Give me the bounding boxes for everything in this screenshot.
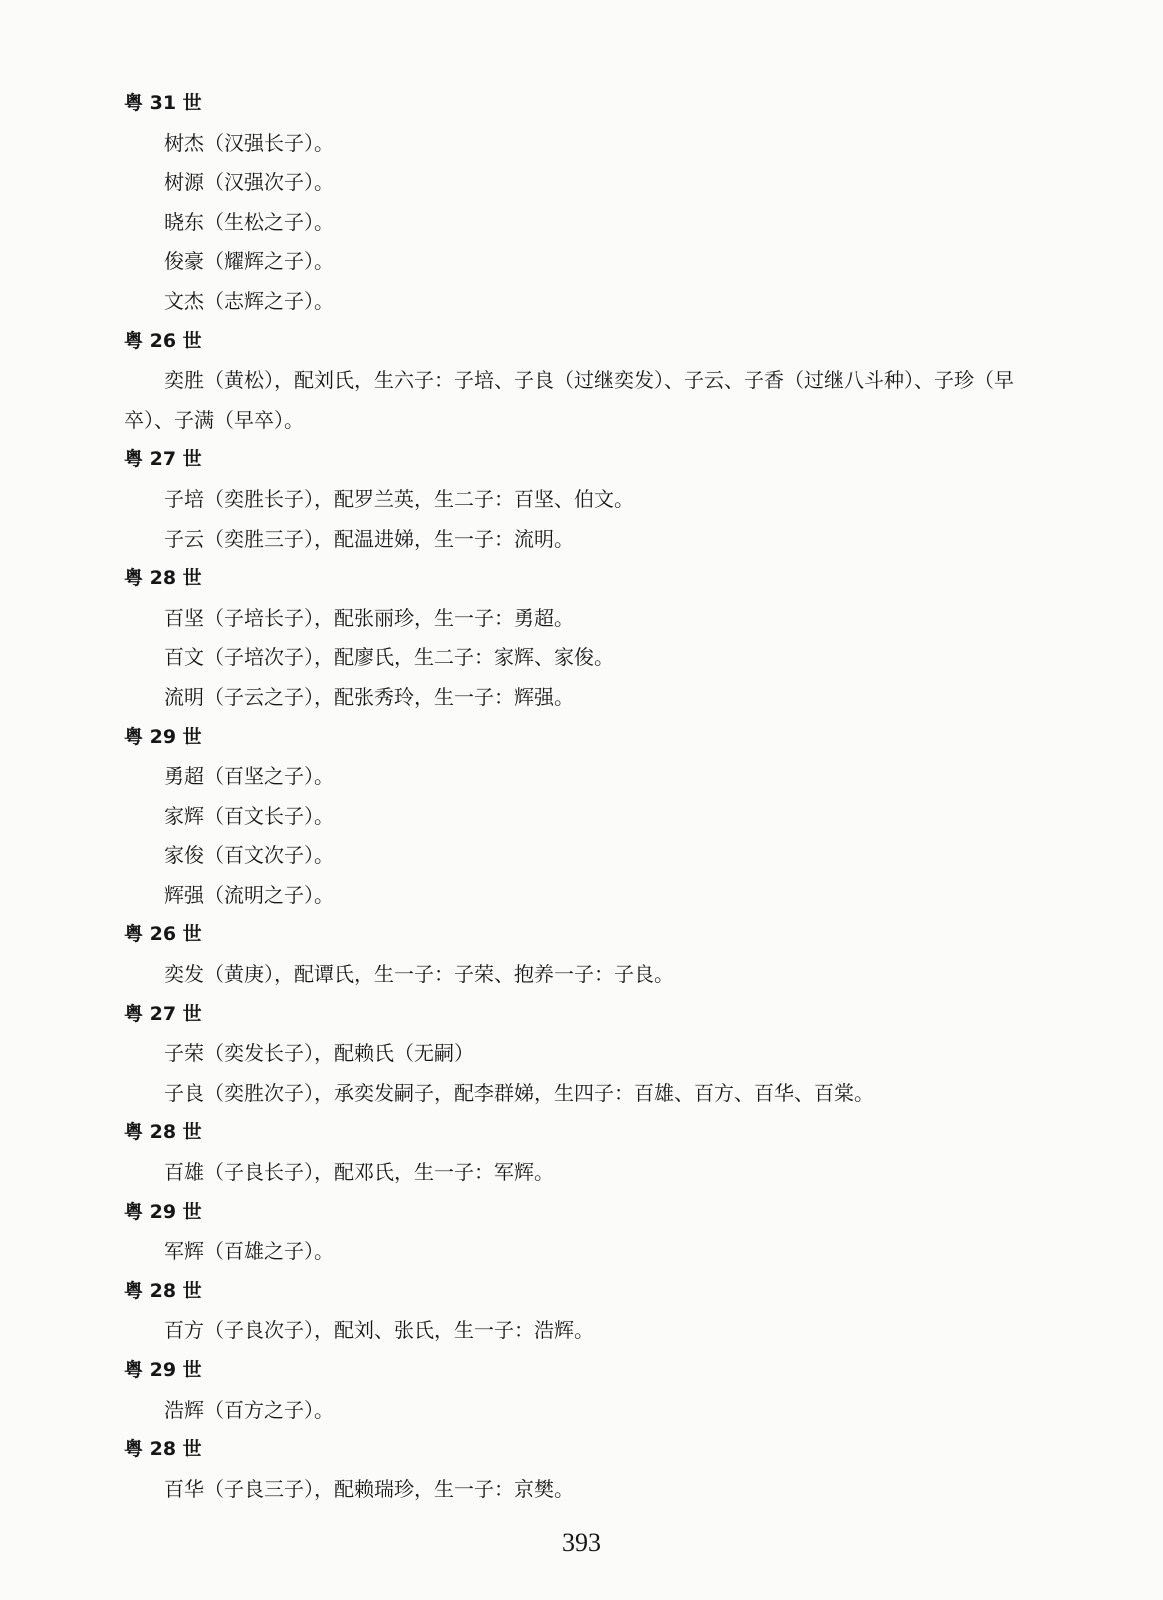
genealogy-entry: 百雄（子良长子），配邓氏，生一子：军辉。	[164, 1160, 554, 1185]
generation-heading: 粤 28 世	[124, 1438, 202, 1461]
generation-heading: 粤 29 世	[124, 725, 202, 748]
genealogy-entry: 军辉（百雄之子）。	[164, 1239, 334, 1264]
genealogy-entry: 文杰（志辉之子）。	[164, 288, 334, 313]
genealogy-entry: 子荣（奕发长子），配赖氏（无嗣）	[164, 1041, 474, 1066]
genealogy-entry: 百华（子良三子），配赖瑞珍，生一子：京樊。	[164, 1476, 574, 1501]
genealogy-entry: 百坚（子培长子），配张丽珍，生一子：勇超。	[164, 605, 574, 630]
genealogy-entry: 家辉（百文长子）。	[164, 803, 334, 828]
genealogy-entry-continuation: 卒）、子满（早卒）。	[124, 407, 304, 432]
genealogy-entry: 俊豪（耀辉之子）。	[164, 249, 334, 274]
generation-heading: 粤 29 世	[124, 1200, 202, 1223]
page-number: 393	[562, 1528, 601, 1557]
genealogy-entry: 树源（汉强次子）。	[164, 170, 334, 195]
generation-heading: 粤 29 世	[124, 1359, 202, 1381]
genealogy-entry: 百文（子培次子），配廖氏，生二子：家辉、家俊。	[164, 645, 614, 670]
genealogy-entry: 勇超（百坚之子）。	[164, 764, 334, 789]
genealogy-entry: 树杰（汉强长子）。	[164, 130, 334, 155]
generation-heading: 粤 27 世	[124, 1002, 202, 1025]
genealogy-entry: 流明（子云之子），配张秀玲，生一子：辉强。	[164, 684, 574, 709]
genealogy-entry: 子良（奕胜次子），承奕发嗣子，配李群娣，生四子：百雄、百方、百华、百棠。	[164, 1080, 874, 1105]
genealogy-entry: 百方（子良次子），配刘、张氏，生一子：浩辉。	[164, 1318, 594, 1343]
genealogy-entry: 辉强（流明之子）。	[164, 882, 334, 907]
generation-heading: 粤 26 世	[124, 923, 202, 946]
generation-heading: 粤 28 世	[124, 567, 202, 590]
generation-heading: 粤 28 世	[124, 1279, 202, 1302]
genealogy-entry: 家俊（百文次子）。	[164, 843, 334, 868]
genealogy-text	[124, 84, 1054, 1509]
genealogy-entry: 晓东（生松之子）。	[164, 209, 334, 234]
genealogy-entry: 奕发（黄庚），配谭氏，生一子：子荣、抱养一子：子良。	[164, 962, 674, 987]
generation-heading: 粤 28 世	[124, 1121, 202, 1144]
genealogy-entry: 浩辉（百方之子）。	[164, 1397, 334, 1422]
genealogy-entry: 奕胜（黄松），配刘氏，生六子：子培、子良（过继奕发）、子云、子香（过继八斗种）、子珍（早	[164, 368, 1014, 393]
generation-heading: 粤 31 世	[124, 92, 202, 114]
generation-heading: 粤 27 世	[124, 448, 202, 471]
generation-heading: 粤 26 世	[124, 329, 202, 352]
genealogy-entry: 子培（奕胜长子），配罗兰英，生二子：百坚、伯文。	[164, 486, 634, 511]
genealogy-entry: 子云（奕胜三子），配温进娣，生一子：流明。	[164, 526, 574, 551]
